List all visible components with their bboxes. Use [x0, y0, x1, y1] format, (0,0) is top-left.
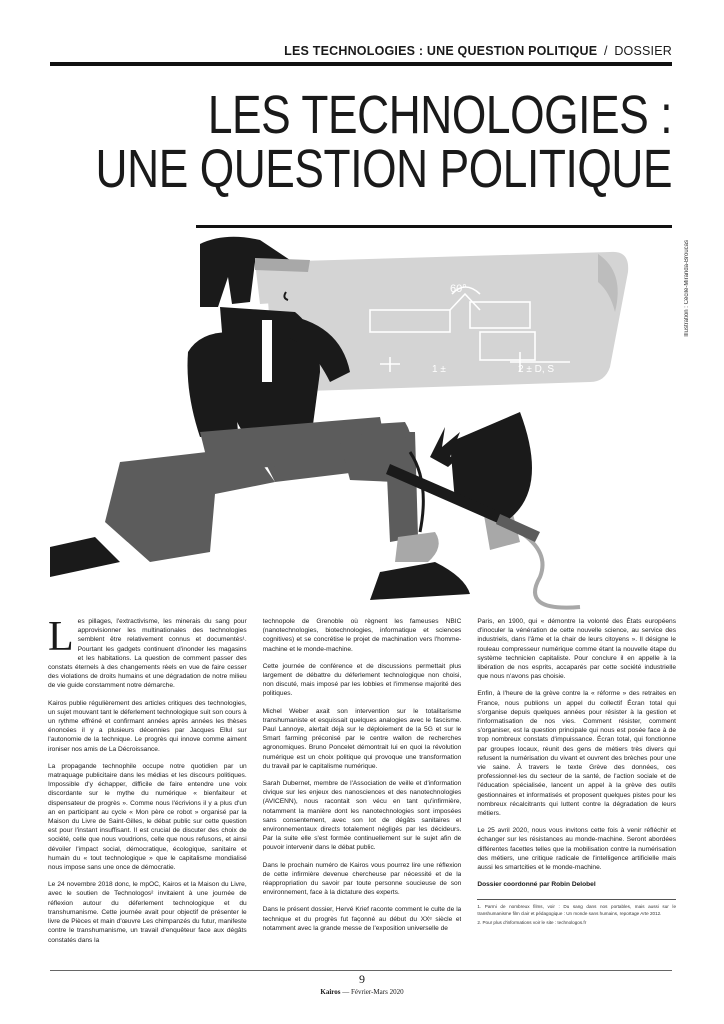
article-paragraph: Dans le prochain numéro de Kairos vous pourrez lire une réflexion de cette infirmière devenue chercheuse par nécessité et de la réappropriation du savoir par toute personne soucieuse de son environnement, face à la dictature des experts. [262, 861, 462, 897]
figure-upper-arm [188, 332, 239, 437]
article-paragraph: Cette journée de conférence et de discussions permettait plus largement de débattre du déferlement technologique non choisi, non discuté, mais imposé par les lobbies et l'immense majorité des politiques. [262, 662, 462, 698]
header-separator: / [603, 44, 608, 58]
article-paragraph: Paris, en 1900, qui « démontre la volonté des États européens d'inoculer la vénération de cette nouvelle science, au service des industriels, dans l'âme et la chair de leurs citoyens ». Il désigne le rouleau compresseur numérique comme étant la nouvelle étape du système technicien capitaliste. Pour conclure il en appelle à la libération de nos esprits, accaparés par cette société industrielle que nous n'avons pas choisie. [477, 618, 677, 681]
article-paragraph: Le 25 avril 2020, nous vous invitons cette fois à venir réfléchir et échanger sur les résistances au monde-machine. Seront abordées différentes facettes telles que la mobilisation contre la numérisation des métiers, une critique radicale de l'intelligence artificielle mais aussi les smartcities et le monde-machine. [477, 827, 677, 872]
figure-shoe-front [370, 562, 470, 600]
article-paragraph: Le 24 novembre 2018 donc, le mpOC, Kairos et la Maison du Livre, avec le soutien de Technologos² invitaient à une journée de réflexion autour du déferlement technologique et du transhumanisme. Cette journée avait pour objectif de présenter le livre de Pièces et main d'œuvre Les chimpanzés du futur, manifeste contre le transhumanisme, un travail d'enquêteur face aux dégâts constatés dans la [48, 881, 247, 944]
article-paragraph: Enfin, à l'heure de la grève contre la « réforme » des retraites en France, nous publions un appel du collectif Écran total qui s'organise depuis quelques années pour résister à la gestion et l'informatisation de nos vies. Comment résister, comment s'organiser, est la question principale qui nous est posée face à de trop nombreux constats d'impuissance. Écran total, qui fonctionne par groupes locaux, réunit des gens de métiers très divers qui refusent la numérisation du vivant et ouvrent des brèches pour une vie saine. À travers le texte Grève des données, ces professionnel·les du secteur de la santé, de l'action sociale et de l'éducation spécialisée, lancent un appel à la grève des outils gestionnaires et informatisés et proposent quelques pistes pour les nombreux récalcitrants qui luttent contre la dégradation de leurs métiers. [477, 690, 677, 818]
header-rule [50, 62, 672, 66]
figure-visor [255, 258, 310, 272]
footnote: 1. Parmi de nombreux films, voir : Du sang dans nos portables, mais aussi sur le transhumanisme film clair et pédagogique : Un monde sans humains, reportage Arte 2012. [477, 904, 677, 917]
article-column-3 [477, 617, 676, 963]
blueprint-label-left: 1 ± [432, 364, 446, 375]
running-header [50, 44, 672, 58]
publication-footer [0, 988, 724, 996]
article-column-2 [263, 617, 462, 963]
torch-cable [520, 532, 580, 608]
page-title [95, 85, 672, 199]
title-line-1: LES TECHNOLOGIES : [207, 85, 672, 145]
article-paragraph: Kairos publie régulièrement des articles critiques des technologies, un sujet mouvant tant le déferlement technologique suit son cours à un rythme effréné et confirmant années après années les thèses énoncées il y a plusieurs décennies par Jacques Ellul sur l'autonomie de la technique. Le progrès qui innove comme aiment ironiser nos amis de La Décroissance. [48, 699, 247, 753]
footer-rule [50, 970, 672, 971]
drop-cap: L [48, 617, 74, 660]
publication-name: Kairos [320, 988, 341, 996]
footnotes [477, 899, 676, 926]
illustration-credit: Illustration : Cécile-Miranda-Broucas [684, 240, 690, 337]
figure-shoe-back [50, 537, 120, 577]
article-paragraph: Les pillages, l'extractivisme, les minerais du sang pour approvisionner les multinationales des technologies semblent être relativement connus et documentés¹. Pourtant les gadgets continuent d'inonder les magasins et les habitations. La question de comment passer des constats éternels à des changements réels en vue de faire cesser des violations de droits humains et une dégradation de notre milieu de vie guide constamment notre démarche. [48, 617, 247, 690]
blueprint-angle-label: 60° [450, 283, 467, 295]
article-signature: Dossier coordonné par Robin Delobel [477, 881, 596, 889]
article-paragraph: technopole de Grenoble où règnent les fameuses NBIC (nanotechnologies, biotechnologies, informatique et sciences cognitives) et se concrétise le projet de machination vers l'homme-machine et le monde-machine. [262, 618, 462, 653]
page-number: 9 [359, 972, 365, 986]
header-category: DOSSIER [614, 44, 672, 58]
publication-issue: — Février-Mars 2020 [342, 988, 404, 996]
header-section: LES TECHNOLOGIES : UNE QUESTION POLITIQUE [284, 44, 598, 58]
title-line-2: UNE QUESTION POLITIQUE [95, 139, 672, 199]
figure-zipper [262, 320, 272, 382]
article-paragraph: La propagande technophile occupe notre quotidien par un matraquage publicitaire dans les médias et les discours politiques. Impossible d'y échapper, difficile de faire entendre une voix discordante sur le mythe du numérique « bienfaiteur et dispensateur de progrès ». Comme nous l'écrivions il y a plus d'un an en participant au cycle « Mon père ce robot » organisé par la Maison du Livre de Saint-Gilles, le débat public sur cette question est pour l'instant insuffisant. Il est crucial de discuter des choix de société, celle que nous voudrions, celle que nous refusons, et ainsi dévoiler l'impact social, démocratique, écologique, sanitaire et humain du « tout technologique » que le capitalisme mondialisé nous impose sans une once de démocratie. [48, 762, 247, 872]
illustration [50, 232, 670, 612]
article-body [48, 617, 676, 963]
article-paragraph: Michel Weber axait son intervention sur le totalitarisme transhumaniste et esquissait quelques analogies avec le fascisme. Paul Lannoye, alertait déjà sur le déploiement de la 5G et sur le Smart farming préconisé par le centre wallon de recherches agronomiques. Bruno Poncelet démontrait lui en quoi la révolution numérique est un choix politique qui provoque une transformation du travail par le capitalisme numérique. [262, 707, 462, 770]
article-paragraph: Sarah Dubernet, membre de l'Association de veille et d'information civique sur les enjeux des nanosciences et des nanotechnologies (AVICENN), nous racontait son vécu en tant qu'infirmière, notamment la manière dont les nanotechnologies sont imposées sans consentement, avec son lot de dégâts sanitaires et environnementaux directs totalement négligés par les décideurs. Par la suite elle s'est formée continuellement sur le sujet afin de pouvoir intervenir dans le débat public. [262, 780, 462, 852]
article-column-1 [48, 617, 247, 963]
article-paragraph: Dans le présent dossier, Hervé Krief raconte comment le culte de la technique et du progrès fut façonné au début du XXᵉ siècle et notamment avec la grande messe de l'exposition universelle de [262, 906, 462, 932]
blueprint-label-right: 2 ± D, S [518, 364, 555, 375]
footnote: 2. Pour plus d'informations voir le site : technologos.fr [477, 919, 587, 925]
title-rule [196, 225, 672, 228]
